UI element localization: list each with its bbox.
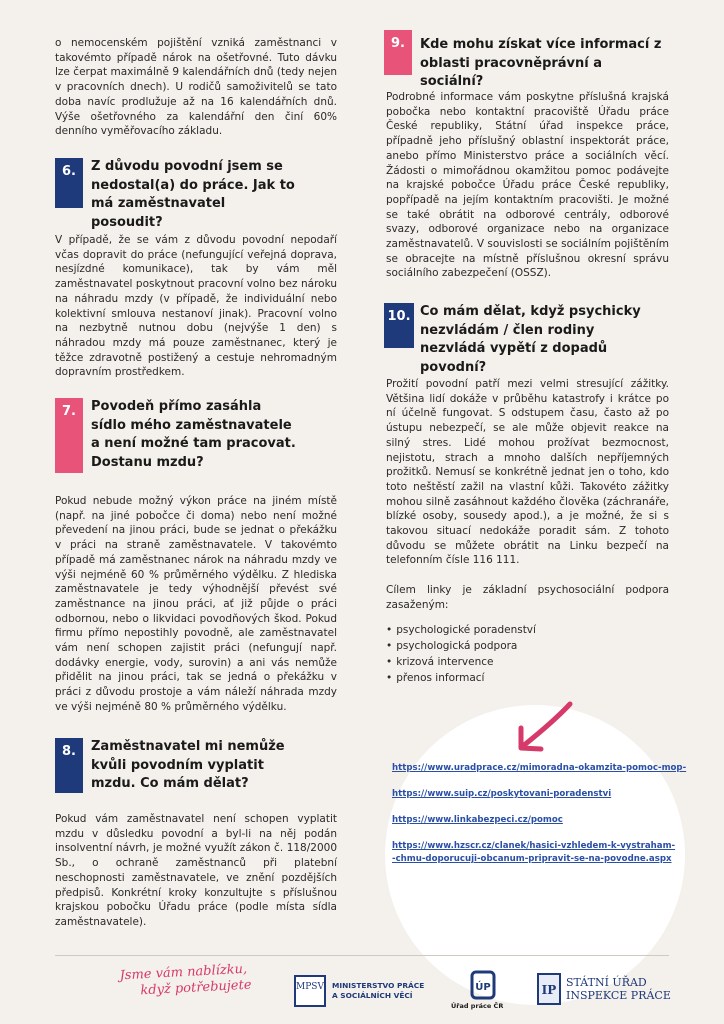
footer-slogan: Jsme vám nablízku, když potřebujete bbox=[119, 961, 252, 999]
answer-10: Prožití povodní patří mezi velmi stresující zážitky. Většina lidí dokáže v průběhu katastrofy i krátce po ní účelně fungovat. S odstupem času, často až po ústupu nebezpečí, se ale může objevit reakce na silný stres. Lidé mohou prožívat bezmocnost, nejistotu, strach a mnoho dalších nepříjemných prožitků. Nemusí se konkrétně jednat jen o toho, kdo toto neštěstí zažil na vlastní kůži. Takovéto zážitky mohou silně zasáhnout každého člověka (záchranáře, blízké osoby, sousedy apod.), a je možné, že si s takovou situací nedokáže poradit sám. Z tohoto důvodu se můžete obrátit na Linku bezpečí na telefonním čísle 116 111. bbox=[386, 378, 669, 567]
link-uradprace[interactable]: https://www.uradprace.cz/mimoradna-okamzita-pomoc-mop- bbox=[392, 763, 687, 773]
link-linkabezpeci[interactable]: https://www.linkabezpeci.cz/pomoc bbox=[392, 815, 563, 825]
question-title-7: Povodeň přímo zasáhla sídlo mého zaměstnavatele a není možné tam pracovat. Dostanu mzdu? bbox=[91, 399, 296, 470]
question-title-8: Zaměstnavatel mi nemůže kvůli povodním vyplatit mzdu. Co mám dělat? bbox=[91, 739, 285, 791]
svg-text:ÚP: ÚP bbox=[475, 982, 491, 993]
up-logo-icon bbox=[470, 970, 496, 1000]
question-title-6: Z důvodu povodní jsem se nedostal(a) do práce. Jak to má zaměstnavatel posoudit? bbox=[91, 159, 295, 230]
link-suip[interactable]: https://www.suip.cz/poskytovani-poradenstvi bbox=[392, 789, 612, 799]
question-number-9: 9. bbox=[384, 30, 412, 75]
list-item: • psychologické poradenství bbox=[386, 622, 669, 638]
list-item: • krizová intervence bbox=[386, 654, 669, 670]
footer-divider bbox=[55, 955, 669, 956]
question-title-10: Co mám dělat, když psychicky nezvládám / člen rodiny nezvládá vypětí z dopadů povodní? bbox=[420, 304, 641, 375]
up-label: Úřad práce ČR bbox=[451, 1002, 504, 1010]
support-goal: Cílem linky je základní psychosociální podpora zasaženým: bbox=[386, 584, 669, 611]
answer-7: Pokud nebude možný výkon práce na jiném místě (např. na jiné pobočce či doma) nebo není možné převedení na jinou práci, bude se jednat o překážku v práci na straně zaměstnavatele. V takovémto případě má zaměstnanec nárok na náhradu mzdy ve výši nejméně 60 % průměrného výdělku. Z hlediska zaměstnavatele je tedy výhodnější převést své zaměstnance na jinou práci, ať již půjde o práci odbornou, nebo o likvidaci povodňových škod. Pokud firmu přímo nepostihly povodně, ale zaměstnavatel vám není schopen zajistit práci (nefungují např. dodávky energie, vody, surovin) a ani vás nemůže přidělit na jinou práci, tak se jedná o překážku v práci z důvodu prostoje a vám náleží náhrada mzdy ve výši nejméně 80 % průměrného výdělku. bbox=[55, 495, 337, 713]
sui-logo-icon bbox=[536, 972, 562, 1006]
question-number-7: 7. bbox=[55, 398, 83, 473]
list-item: • přenos informací bbox=[386, 670, 669, 686]
question-number-10: 10. bbox=[384, 303, 414, 348]
mpsv-logo-icon bbox=[294, 975, 326, 1007]
question-number-8: 8. bbox=[55, 738, 83, 793]
link-hzscr-2[interactable]: -chmu-doporucuji-obcanum-pripravit-se-na-povodne.aspx bbox=[392, 854, 672, 864]
mpsv-label: MINISTERSTVO PRÁCE A SOCIÁLNÍCH VĚCÍ bbox=[332, 981, 425, 1000]
sui-label: STÁTNÍ ÚŘAD INSPEKCE PRÁCE bbox=[566, 976, 671, 1002]
intro-paragraph: o nemocenském pojištění vzniká zaměstnanci v takovémto případě nárok na ošetřovné. Tuto dávku lze čerpat maximálně 9 kalendářních dnů (tedy nejen v pracovních dnech). U rodičů samoživitelů se tato doba navíc prodlužuje až na 16 kalendářních dnů. Výše ošetřovného za kalendářní den činí 60% denního vyměřovacího základu. bbox=[55, 37, 337, 138]
list-item: • psychologická podpora bbox=[386, 638, 669, 654]
arrow-down-left-icon bbox=[515, 700, 575, 755]
answer-9: Podrobné informace vám poskytne příslušná krajská pobočka nebo kontaktní pracoviště Úřadu práce České republiky, Státní úřad inspekce práce, případně jeho příslušný oblastní inspektorát práce, anebo přímo Ministerstvo práce a sociálních věcí. Žádosti o mimořádnou okamžitou pomoc podávejte na krajské pobočce Úřadu práce České republiky, popřípadě na jejím kontaktním pracovišti. Je možné se také obrátit na odborové centrály, odborové svazy, odborové organizace nebo na organizace zaměstnavatelů. V souvislosti se sociálním pojištěním se obracejte na místně příslušnou okresní správu sociálního zabezpečení (OSSZ). bbox=[386, 91, 669, 280]
question-number-6: 6. bbox=[55, 158, 83, 208]
support-list bbox=[386, 622, 669, 686]
question-title-9: Kde mohu získat více informací z oblasti pracovněprávní a sociální? bbox=[420, 37, 662, 89]
svg-text:MPSV: MPSV bbox=[296, 982, 324, 992]
link-hzscr-1[interactable]: https://www.hzscr.cz/clanek/hasici-vzhledem-k-vystraham- bbox=[392, 841, 676, 851]
svg-text:IP: IP bbox=[541, 983, 557, 997]
answer-8: Pokud vám zaměstnavatel není schopen vyplatit mzdu v důsledku povodní a byl-li na něj podán insolventní návrh, je možné využít zákon č. 118/2000 Sb., o ochraně zaměstnanců při platební neschopnosti zaměstnavatele, ve znění pozdějších předpisů. Konkrétní kroky konzultujte s příslušnou krajskou pobočku Úřadu práce (podle místa sídla zaměstnavatele). bbox=[55, 813, 337, 928]
answer-6: V případě, že se vám z důvodu povodní nepodaří včas dopravit do práce (nefungující veřejná doprava, nesjízdné komunikace), tak by vám měl zaměstnavatel poskytnout pracovní volno bez nároku na náhradu mzdy (v případě, že individuální nebo kolektivní smlouva nestanoví jinak). Pracovní volno na nezbytně nutnou dobu (nejvýše 1 den) s náhradou mzdy má pouze zaměstnanec, který je těžce zdravotně postižený a cestuje nehromadným dopravním prostředkem. bbox=[55, 234, 337, 379]
